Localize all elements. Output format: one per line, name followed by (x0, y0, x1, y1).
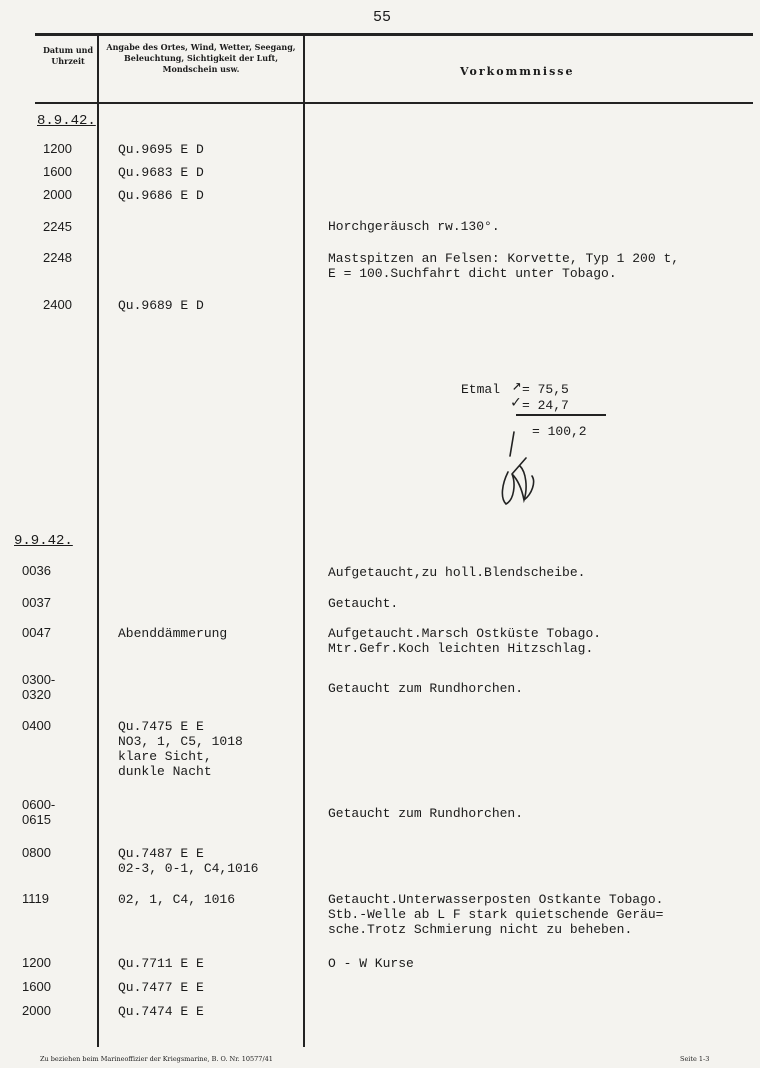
etmal-row-2: = 24,7 (522, 398, 569, 413)
time-entry: 2245 (43, 219, 72, 234)
time-entry: 1119 (22, 891, 49, 906)
time-entry: 0037 (22, 595, 51, 610)
time-entry: 2000 (43, 187, 72, 202)
time-entry: 0036 (22, 563, 51, 578)
position-entry: Qu.7477 E E (118, 980, 204, 995)
date-day1: 8.9.42. (37, 113, 96, 129)
position-entry: Qu.7487 E E 02-3, 0-1, C4,1016 (118, 846, 259, 876)
handwritten-signature (498, 428, 542, 508)
position-entry: Qu.7475 E E NO3, 1, C5, 1018 klare Sicht, dunkle Nacht (118, 719, 243, 779)
time-entry: 0600- 0615 (22, 797, 56, 827)
position-entry: Abenddämmerung (118, 626, 228, 641)
position-entry: Qu.7474 E E (118, 1004, 204, 1019)
position-entry: Qu.9686 E D (118, 188, 204, 203)
header-rule (35, 102, 753, 104)
position-entry: Qu.9683 E D (118, 165, 204, 180)
event-entry: Getaucht.Unterwasserposten Ostkante Tobago. Stb.-Welle ab L F stark quietschende Geräu= sche.Trotz Schmierung nicht zu beheben. (328, 892, 664, 937)
page-number: 55 (373, 9, 392, 26)
footer-imprint: Zu beziehen beim Marineoffizier der Kriegsmarine, B. O. Nr. 10577/41 (40, 1055, 273, 1063)
top-rule (35, 33, 753, 36)
time-entry: 1600 (22, 979, 51, 994)
fraction-mark-icon: ↗ (512, 377, 522, 395)
event-entry: Mastspitzen an Felsen: Korvette, Typ 1 200 t, E = 100.Suchfahrt dicht unter Tobago. (328, 251, 680, 281)
event-entry: Horchgeräusch rw.130°. (328, 219, 500, 234)
position-entry: 02, 1, C4, 1016 (118, 892, 236, 907)
header-location-weather: Angabe des Ortes, Wind, Wetter, Seegang, Beleuchtung, Sichtigkeit der Luft, Mondschein usw. (106, 42, 296, 74)
etmal-label: Etmal (461, 382, 501, 397)
time-entry: 2000 (22, 1003, 51, 1018)
time-entry: 1600 (43, 164, 72, 179)
etmal-total: = 100,2 (532, 424, 587, 439)
etmal-row-1: = 75,5 (522, 382, 569, 397)
position-entry: Qu.9695 E D (118, 142, 204, 157)
footer-form-number: Seite 1-3 (680, 1055, 710, 1063)
time-entry: 0300- 0320 (22, 672, 56, 702)
event-entry: Getaucht zum Rundhorchen. (328, 806, 524, 821)
header-date-time: Datum und Uhrzeit (42, 45, 94, 66)
time-entry: 0800 (22, 845, 51, 860)
event-entry: O - W Kurse (328, 956, 414, 971)
event-entry: Aufgetaucht.Marsch Ostküste Tobago. Mtr.Gefr.Koch leichten Hitzschlag. (328, 626, 602, 656)
column-divider-2 (303, 35, 305, 1047)
time-entry: 2248 (43, 250, 72, 265)
column-divider-1 (97, 35, 99, 1047)
position-entry: Qu.9689 E D (118, 298, 204, 313)
sum-rule (516, 414, 606, 416)
time-entry: 2400 (43, 297, 72, 312)
event-entry: Getaucht. (328, 596, 399, 611)
header-events: Vorkommnisse (460, 65, 575, 78)
event-entry: Getaucht zum Rundhorchen. (328, 681, 524, 696)
check-mark-icon: ✓ (511, 394, 521, 412)
date-day2: 9.9.42. (14, 533, 73, 549)
time-entry: 0400 (22, 718, 51, 733)
position-entry: Qu.7711 E E (118, 956, 204, 971)
time-entry: 1200 (22, 955, 51, 970)
time-entry: 1200 (43, 141, 72, 156)
time-entry: 0047 (22, 625, 51, 640)
event-entry: Aufgetaucht,zu holl.Blendscheibe. (328, 565, 586, 580)
